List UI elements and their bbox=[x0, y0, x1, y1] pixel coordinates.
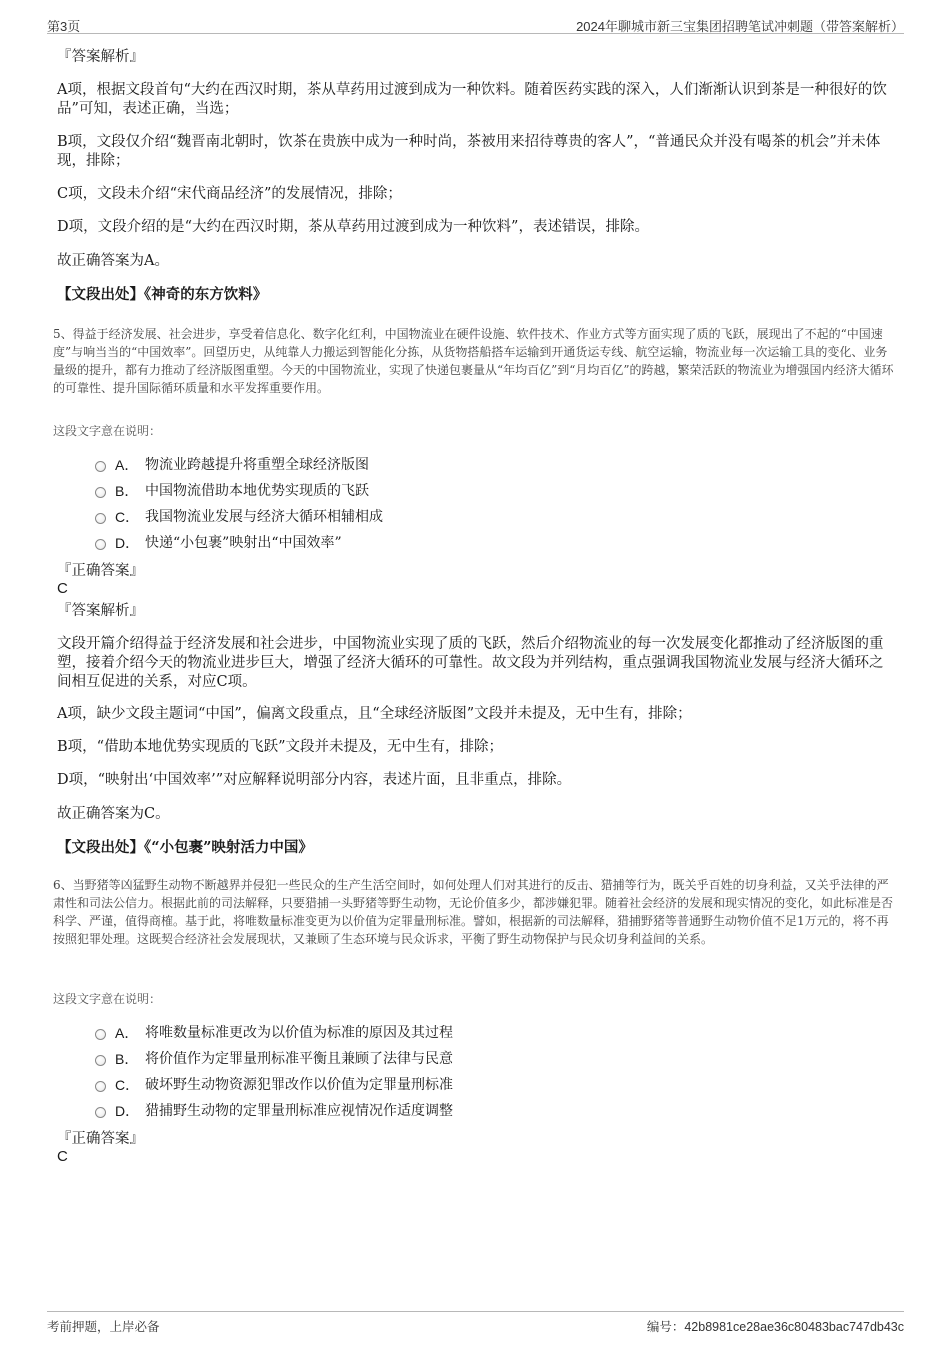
document-id-label: 编号： bbox=[646, 1319, 685, 1334]
page-number: 第3页 bbox=[47, 19, 81, 34]
radio-button-icon[interactable] bbox=[95, 1055, 106, 1066]
question-6-option-d[interactable] bbox=[95, 1101, 453, 1121]
radio-button-icon[interactable] bbox=[95, 487, 106, 498]
document-id bbox=[647, 1317, 904, 1335]
document-id-value: 42b8981ce28ae36c80483bac747db43c bbox=[684, 1320, 904, 1334]
question-6-prompt: 这段文字意在说明： bbox=[53, 992, 162, 1006]
option-text: 物流业跨越提升将重塑全球经济版图 bbox=[145, 457, 369, 473]
analysis-option-c: C项，文段未介绍“宋代商品经济”的发展情况，排除； bbox=[57, 186, 402, 202]
analysis-option-a: A项，根据文段首句“大约在西汉时期，茶从草药用过渡到成为一种饮料。随着医药实践的深入，人们渐渐认识到茶是一种很好的饮品”可知，表述正确，当选； bbox=[57, 82, 887, 117]
analysis-option-b: B项，文段仅介绍“魏晋南北朝时，饮茶在贵族中成为一种时尚，茶被用来招待尊贵的客人”，“普通民众并没有喝茶的机会”并未体现，排除； bbox=[57, 134, 881, 169]
question-5-prompt: 这段文字意在说明： bbox=[53, 424, 162, 438]
question-6-text: 6、当野猪等凶猛野生动物不断越界并侵犯一些民众的生产生活空间时，如何处理人们对其进行的反击、猎捕等行为，既关乎百姓的切身利益，又关乎法律的严肃性和司法公信力。根据此前的司法解释，只要猎捕一头野猪等野生动物，无论价值多少，都涉嫌犯罪。随着社会经济的发展和现实情况的变化，如此标准是否科学、严谨，值得商榷。基于此，将唯数量标准变更为以价值为定罪量刑标准。譬如，根据新的司法解释，猎捕野猪等普通野生动物价值不足1万元的，将不再按照犯罪处理。这既契合经济社会发展现状，又兼顾了生态环境与民众诉求，平衡了野生动物保护与民众切身利益间的关系。 bbox=[53, 878, 894, 946]
analysis-label: 『答案解析』 bbox=[57, 49, 144, 65]
option-text: 将唯数量标准更改为以价值为标准的原因及其过程 bbox=[145, 1025, 453, 1041]
option-text: 快递“小包裹”映射出“中国效率” bbox=[145, 535, 342, 551]
analysis-option-b: B项，“借助本地优势实现质的飞跃”文段并未提及，无中生有，排除； bbox=[57, 739, 503, 755]
question-5-option-a[interactable] bbox=[95, 455, 369, 475]
option-letter: C． bbox=[115, 1077, 140, 1093]
analysis-summary: 文段开篇介绍得益于经济发展和社会进步，中国物流业实现了质的飞跃，然后介绍物流业的每一次发展变化都推动了经济版图的重塑，接着介绍今天的物流业进步巨大，增强了经济大循环的可靠性。故文段为并列结构，重点强调我国物流业发展与经济大循环之间相互促进的关系，对应C项。 bbox=[57, 636, 884, 690]
page-footer bbox=[47, 1311, 904, 1335]
radio-button-icon[interactable] bbox=[95, 1081, 106, 1092]
radio-button-icon[interactable] bbox=[95, 1107, 106, 1118]
option-text: 将价值作为定罪量刑标准平衡且兼顾了法律与民意 bbox=[145, 1051, 453, 1067]
radio-button-icon[interactable] bbox=[95, 513, 106, 524]
option-letter: C． bbox=[115, 509, 140, 525]
passage-source: 【文段出处】《神奇的东方饮料》 bbox=[57, 286, 268, 303]
analysis-option-d: D项，“映射出‘中国效率’”对应解释说明部分内容，表述片面，且非重点，排除。 bbox=[57, 772, 572, 788]
passage-source: 【文段出处】《“小包裹”映射活力中国》 bbox=[57, 839, 313, 856]
analysis-option-d: D项，文段介绍的是“大约在西汉时期，茶从草药用过渡到成为一种饮料”，表述错误，排除。 bbox=[57, 219, 649, 235]
option-letter: A． bbox=[115, 1025, 139, 1041]
page-header bbox=[47, 14, 904, 34]
option-letter: B． bbox=[115, 1051, 139, 1067]
analysis-conclusion: 故正确答案为C。 bbox=[57, 806, 170, 822]
question-5-option-c[interactable] bbox=[95, 507, 383, 527]
option-text: 我国物流业发展与经济大循环相辅相成 bbox=[145, 509, 383, 525]
option-letter: D． bbox=[115, 535, 140, 551]
question-6-option-a[interactable] bbox=[95, 1023, 453, 1043]
correct-answer-label: 『正确答案』 bbox=[57, 563, 144, 579]
option-letter: B． bbox=[115, 483, 139, 499]
question-6-option-b[interactable] bbox=[95, 1049, 453, 1069]
question-6-option-c[interactable] bbox=[95, 1075, 453, 1095]
question-5-option-d[interactable] bbox=[95, 533, 342, 553]
radio-button-icon[interactable] bbox=[95, 539, 106, 550]
question-5-text: 5、得益于经济发展、社会进步，享受着信息化、数字化红利，中国物流业在硬件设施、软件技术、作业方式等方面实现了质的飞跃，展现出了不起的“中国速度”与响当当的“中国效率”。回望历史，从纯靠人力搬运到智能化分拣，从货物搭船搭车运输到开通货运专线、航空运输，物流业每一次运输工具的变化、业务量级的提升，都有力推动了经济版图重塑。今天的中国物流业，实现了快递包裹量从“年均百亿”到“月均百亿”的跨越，繁荣活跃的物流业为增强国内经济大循环的可靠性、提升国际循环质量和水平发挥重要作用。 bbox=[53, 327, 894, 395]
correct-answer-value: C bbox=[57, 580, 68, 597]
footer-slogan: 考前押题，上岸必备 bbox=[47, 1319, 160, 1334]
radio-button-icon[interactable] bbox=[95, 461, 106, 472]
option-text: 猎捕野生动物的定罪量刑标准应视情况作适度调整 bbox=[145, 1103, 453, 1119]
radio-button-icon[interactable] bbox=[95, 1029, 106, 1040]
correct-answer-label: 『正确答案』 bbox=[57, 1131, 144, 1147]
analysis-conclusion: 故正确答案为A。 bbox=[57, 253, 169, 269]
analysis-option-a: A项，缺少文段主题词“中国”，偏离文段重点，且“全球经济版图”文段并未提及，无中生有，排除； bbox=[57, 706, 692, 722]
option-text: 破坏野生动物资源犯罪改作以价值为定罪量刑标准 bbox=[145, 1077, 453, 1093]
document-title: 2024年聊城市新三宝集团招聘笔试冲刺题（带答案解析） bbox=[576, 19, 904, 34]
analysis-label: 『答案解析』 bbox=[57, 603, 144, 619]
option-letter: D． bbox=[115, 1103, 140, 1119]
option-text: 中国物流借助本地优势实现质的飞跃 bbox=[145, 483, 369, 499]
correct-answer-value: C bbox=[57, 1148, 68, 1165]
question-5-option-b[interactable] bbox=[95, 481, 369, 501]
option-letter: A． bbox=[115, 457, 139, 473]
